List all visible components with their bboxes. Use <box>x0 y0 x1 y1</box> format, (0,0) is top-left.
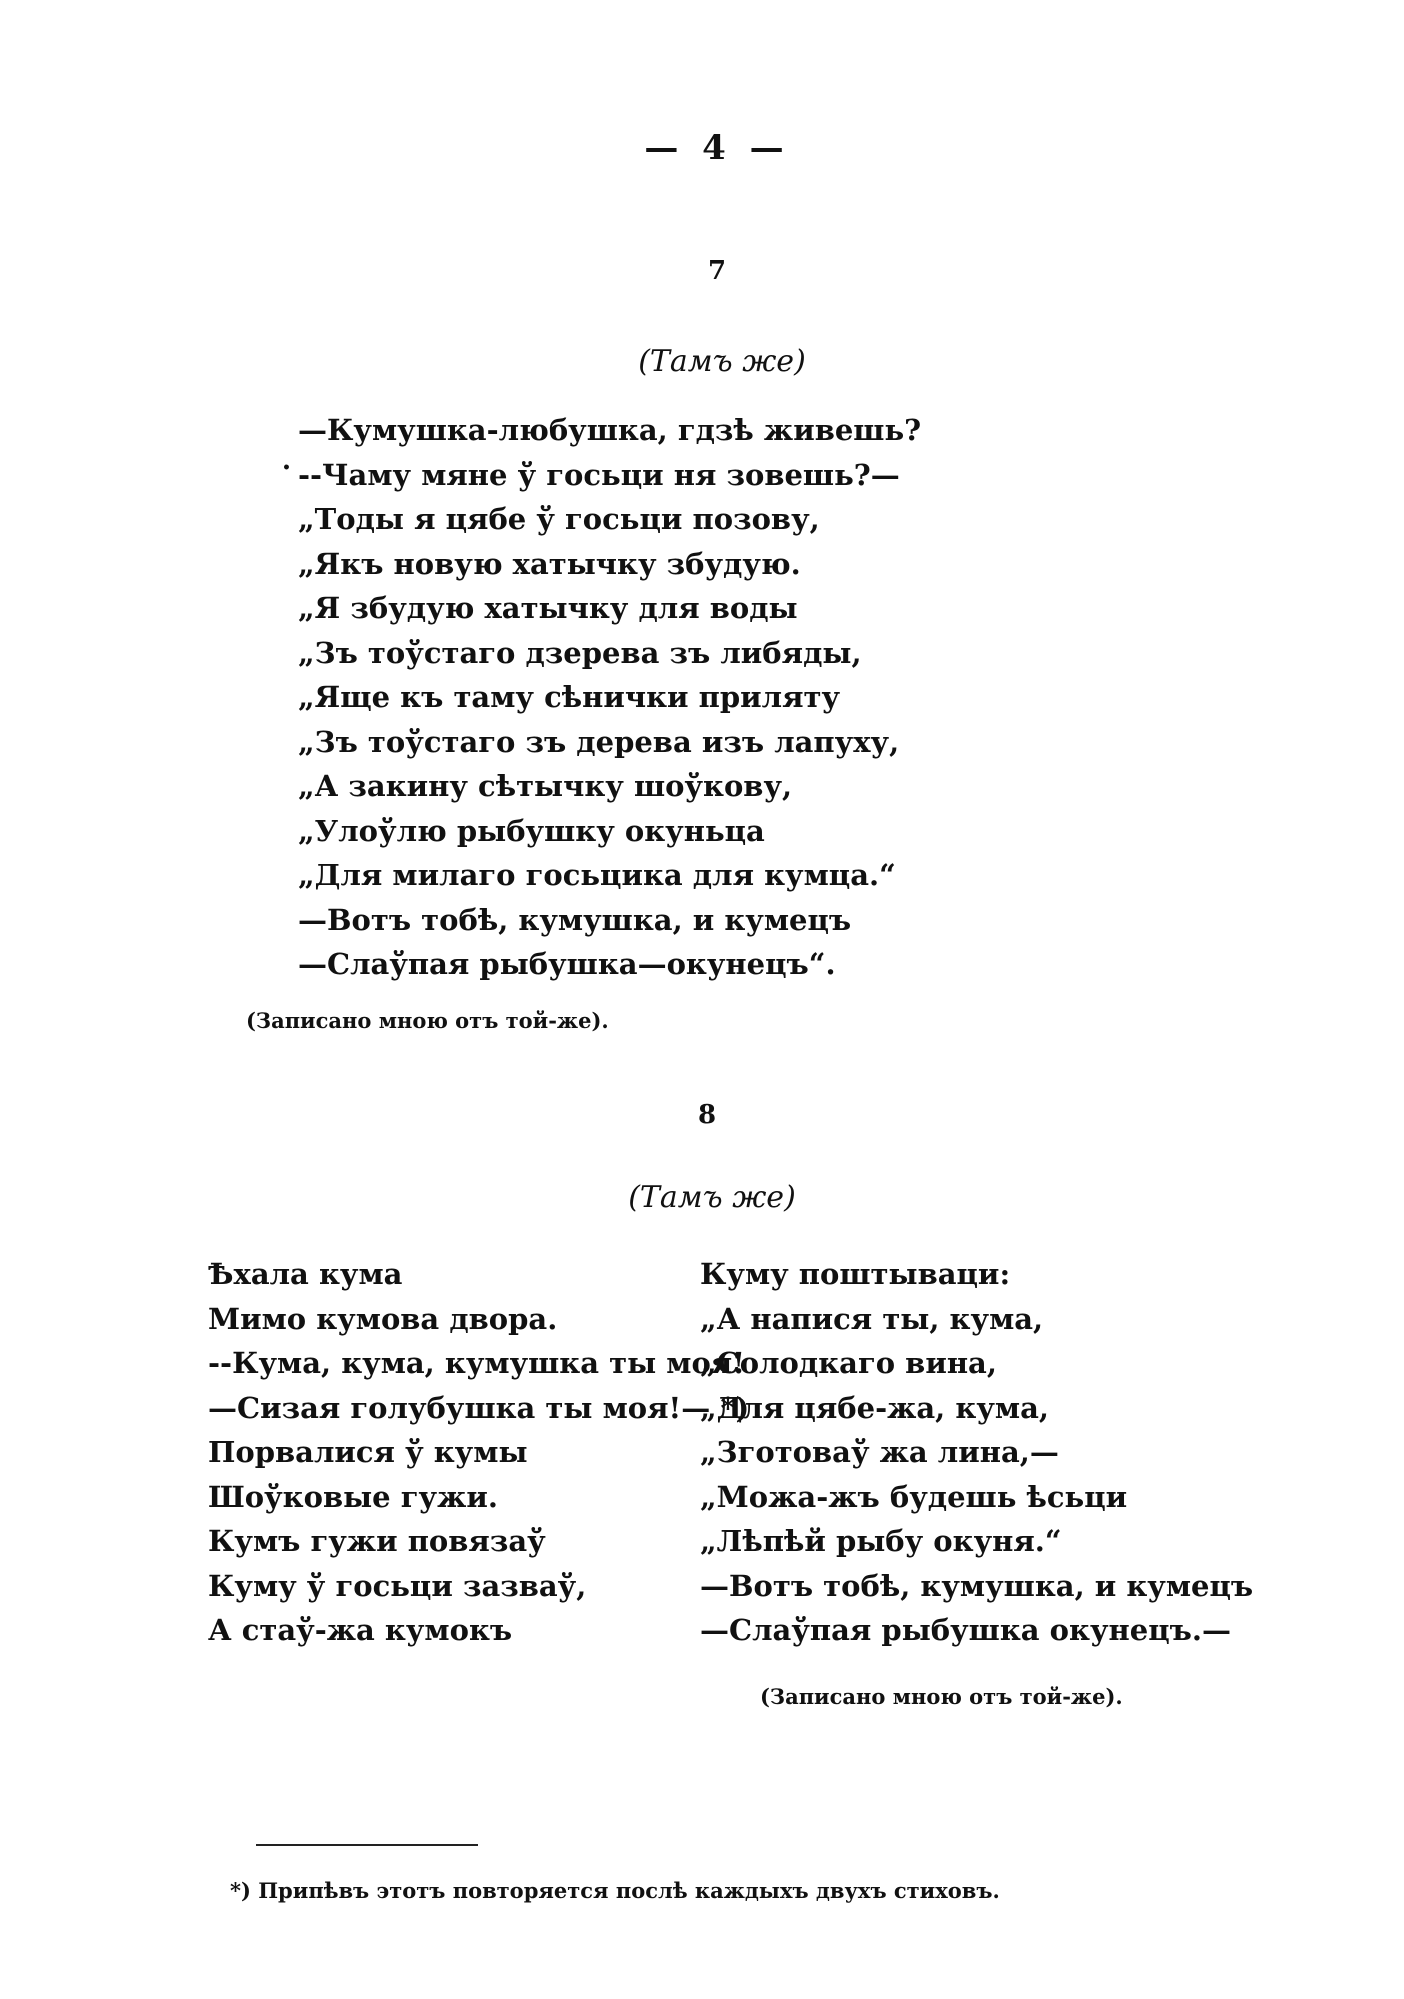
verse-line: Куму ў госьци зазваў, <box>208 1568 587 1603</box>
margin-mark: • <box>282 460 291 476</box>
verse-line: --Кума, кума, кумушка ты моя! <box>208 1346 745 1380</box>
verse-line: „Зъ тоўстаго дзерева зъ либяды, <box>298 635 862 670</box>
verse-line: —Вотъ тобѣ, кумушка, и кумецъ <box>700 1568 1254 1603</box>
verse-line: „Зъ тоўстаго зъ дерева изъ лапуху, <box>298 724 900 759</box>
verse-line: Порвалися ў кумы <box>208 1435 528 1469</box>
verse-line: Кумъ гужи повязаў <box>208 1524 546 1558</box>
verse-line: „Для милаго госьцика для кумца.“ <box>298 858 896 892</box>
verse-line: Шоўковые гужи. <box>208 1479 498 1514</box>
verse-line: —Сизая голубушка ты моя!— *) <box>208 1390 750 1425</box>
song-8-source-note: (Записано мною отъ той-же). <box>760 1684 1123 1709</box>
verse-line: —Вотъ тобѣ, кумушка, и кумецъ <box>298 902 852 937</box>
verse-line: А стаў-жа кумокъ <box>208 1613 513 1647</box>
verse-line: --Чаму мяне ў госьци ня зовешь?— <box>298 457 900 492</box>
verse-line: „Солодкаго вина, <box>700 1346 997 1380</box>
song-7-number: 7 <box>707 256 727 286</box>
song-8-subtitle: (Тамъ же) <box>628 1180 796 1215</box>
verse-line: „Улоўлю рыбушку окуньца <box>298 813 765 848</box>
verse-line: „Я збудую хатычку для воды <box>298 591 798 625</box>
verse-line: „Тоды я цябе ў госьци позову, <box>298 502 820 536</box>
verse-line: „Для цябе-жа, кума, <box>700 1390 1049 1425</box>
verse-line: „Лѣпѣй рыбу окуня.“ <box>700 1524 1062 1558</box>
verse-line: —Слаўпая рыбушка—окунецъ“. <box>298 947 836 981</box>
verse-line: „Можа-жъ будешь ѣсьци <box>700 1479 1128 1514</box>
verse-line: „Яще къ таму сѣнички приляту <box>298 680 841 714</box>
page-number: — 4 — <box>644 128 790 168</box>
verse-line: „Зготоваў жа лина,— <box>700 1435 1059 1469</box>
verse-line: „А напися ты, кума, <box>700 1301 1044 1336</box>
footnote: *) Припѣвъ этотъ повторяется послѣ каждыхъ двухъ стиховъ. <box>230 1878 1000 1903</box>
song-7-subtitle: (Тамъ же) <box>638 344 806 379</box>
song-8-verse-right <box>700 1252 1253 1653</box>
verse-line: Мимо кумова двора. <box>208 1301 558 1336</box>
song-7-verse <box>298 408 921 987</box>
song-7-source-note: (Записано мною отъ той-же). <box>246 1008 609 1033</box>
verse-line: —Слаўпая рыбушка окунецъ.— <box>700 1613 1231 1647</box>
song-8-verse-left <box>208 1252 749 1653</box>
verse-line: —Кумушка-любушка, гдзѣ живешь? <box>298 413 922 447</box>
verse-line: „Якъ новую хатычку збудую. <box>298 546 801 581</box>
song-8-number: 8 <box>697 1100 717 1130</box>
footnote-rule <box>256 1844 478 1846</box>
verse-line: Ѣхала кума <box>208 1257 403 1291</box>
verse-line: „А закину сѣтычку шоўкову, <box>298 769 793 803</box>
verse-line: Куму поштываци: <box>700 1257 1011 1291</box>
